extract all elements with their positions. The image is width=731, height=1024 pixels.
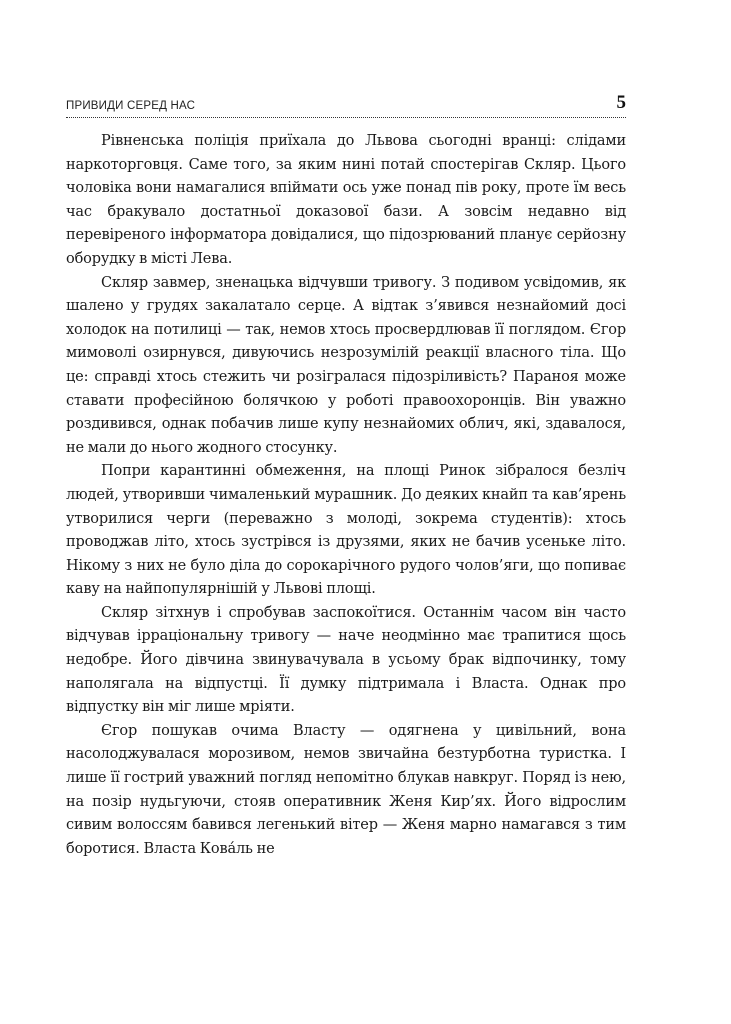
body-text (66, 130, 626, 861)
paragraph-3: Попри карантинні обмеження, на площі Ринок зібралося безліч людей, утворивши чималенький мурашник. До деяких кнайп та кав’ярень утворилися черги (переважно з молоді, зокрема студентів): хтось проводжав літо, хтось зустрівся із друзями, яких не бачив усеньке літо. Нікому з них не було діла до сорокарічного рудого чолов’яги, що попиває каву на найпопулярнішій у Львові площі. (66, 463, 626, 598)
paragraph-1: Рівненська поліція приїхала до Львова сьогодні вранці: слідами наркоторговця. Саме того, за яким нині потай спостерігав Скляр. Цього чоловіка вони намагалися впіймати ось уже понад пів року, проте їм весь час бракувало достатньої доказової бази. А зовсім недавно від перевіреного інформатора довідалися, що підозрюваний планує серйозну оборудку в місті Лева. (66, 133, 626, 267)
paragraph-2: Скляр завмер, зненацька відчувши тривогу. З подивом усвідомив, як шалено у грудях закалатало серце. А відтак з’явився незнайомий досі холодок на потилиці — так, немов хтось просвердлював її поглядом. Єгор мимоволі озирнувся, дивуючись незрозумілій реакції власного тіла. Що це: справді хтось стежить чи розігралася підозріливість? Параноя може ставати професійною болячкою у роботі правоохоронців. Він уважно роздивився, однак побачив лише купу незнайомих облич, які, здавалося, не мали до нього жодного стосунку. (66, 274, 626, 456)
running-header (66, 92, 626, 118)
paragraph-4: Скляр зітхнув і спробував заспокоїтися. Останнім часом він часто відчував ірраціональну тривогу — наче неодмінно має трапитися щось недобре. Його дівчина звинувачувала в усьому брак відпочинку, тому наполягала на відпустці. Її думку підтримала і Власта. Однак про відпустку він міг лише мріяти. (66, 604, 626, 716)
running-title: ПРИВИДИ СЕРЕД НАС (66, 100, 196, 112)
book-page (66, 92, 626, 861)
paragraph-5: Єгор пошукав очима Власту — одягнена у цивільний, вона насолоджувалася морозивом, немов звичайна безтурботна туристка. І лише її гострий уважний погляд непомітно блукав навкруг. Поряд із нею, на позір нудьгуючи, стояв оперативник Женя Кир’ях. Його відрослим сивим волоссям бавився легенький вітер — Женя марно намагався з тим боротися. Власта Кова́ль не (66, 722, 626, 857)
page-number: 5 (616, 92, 626, 113)
